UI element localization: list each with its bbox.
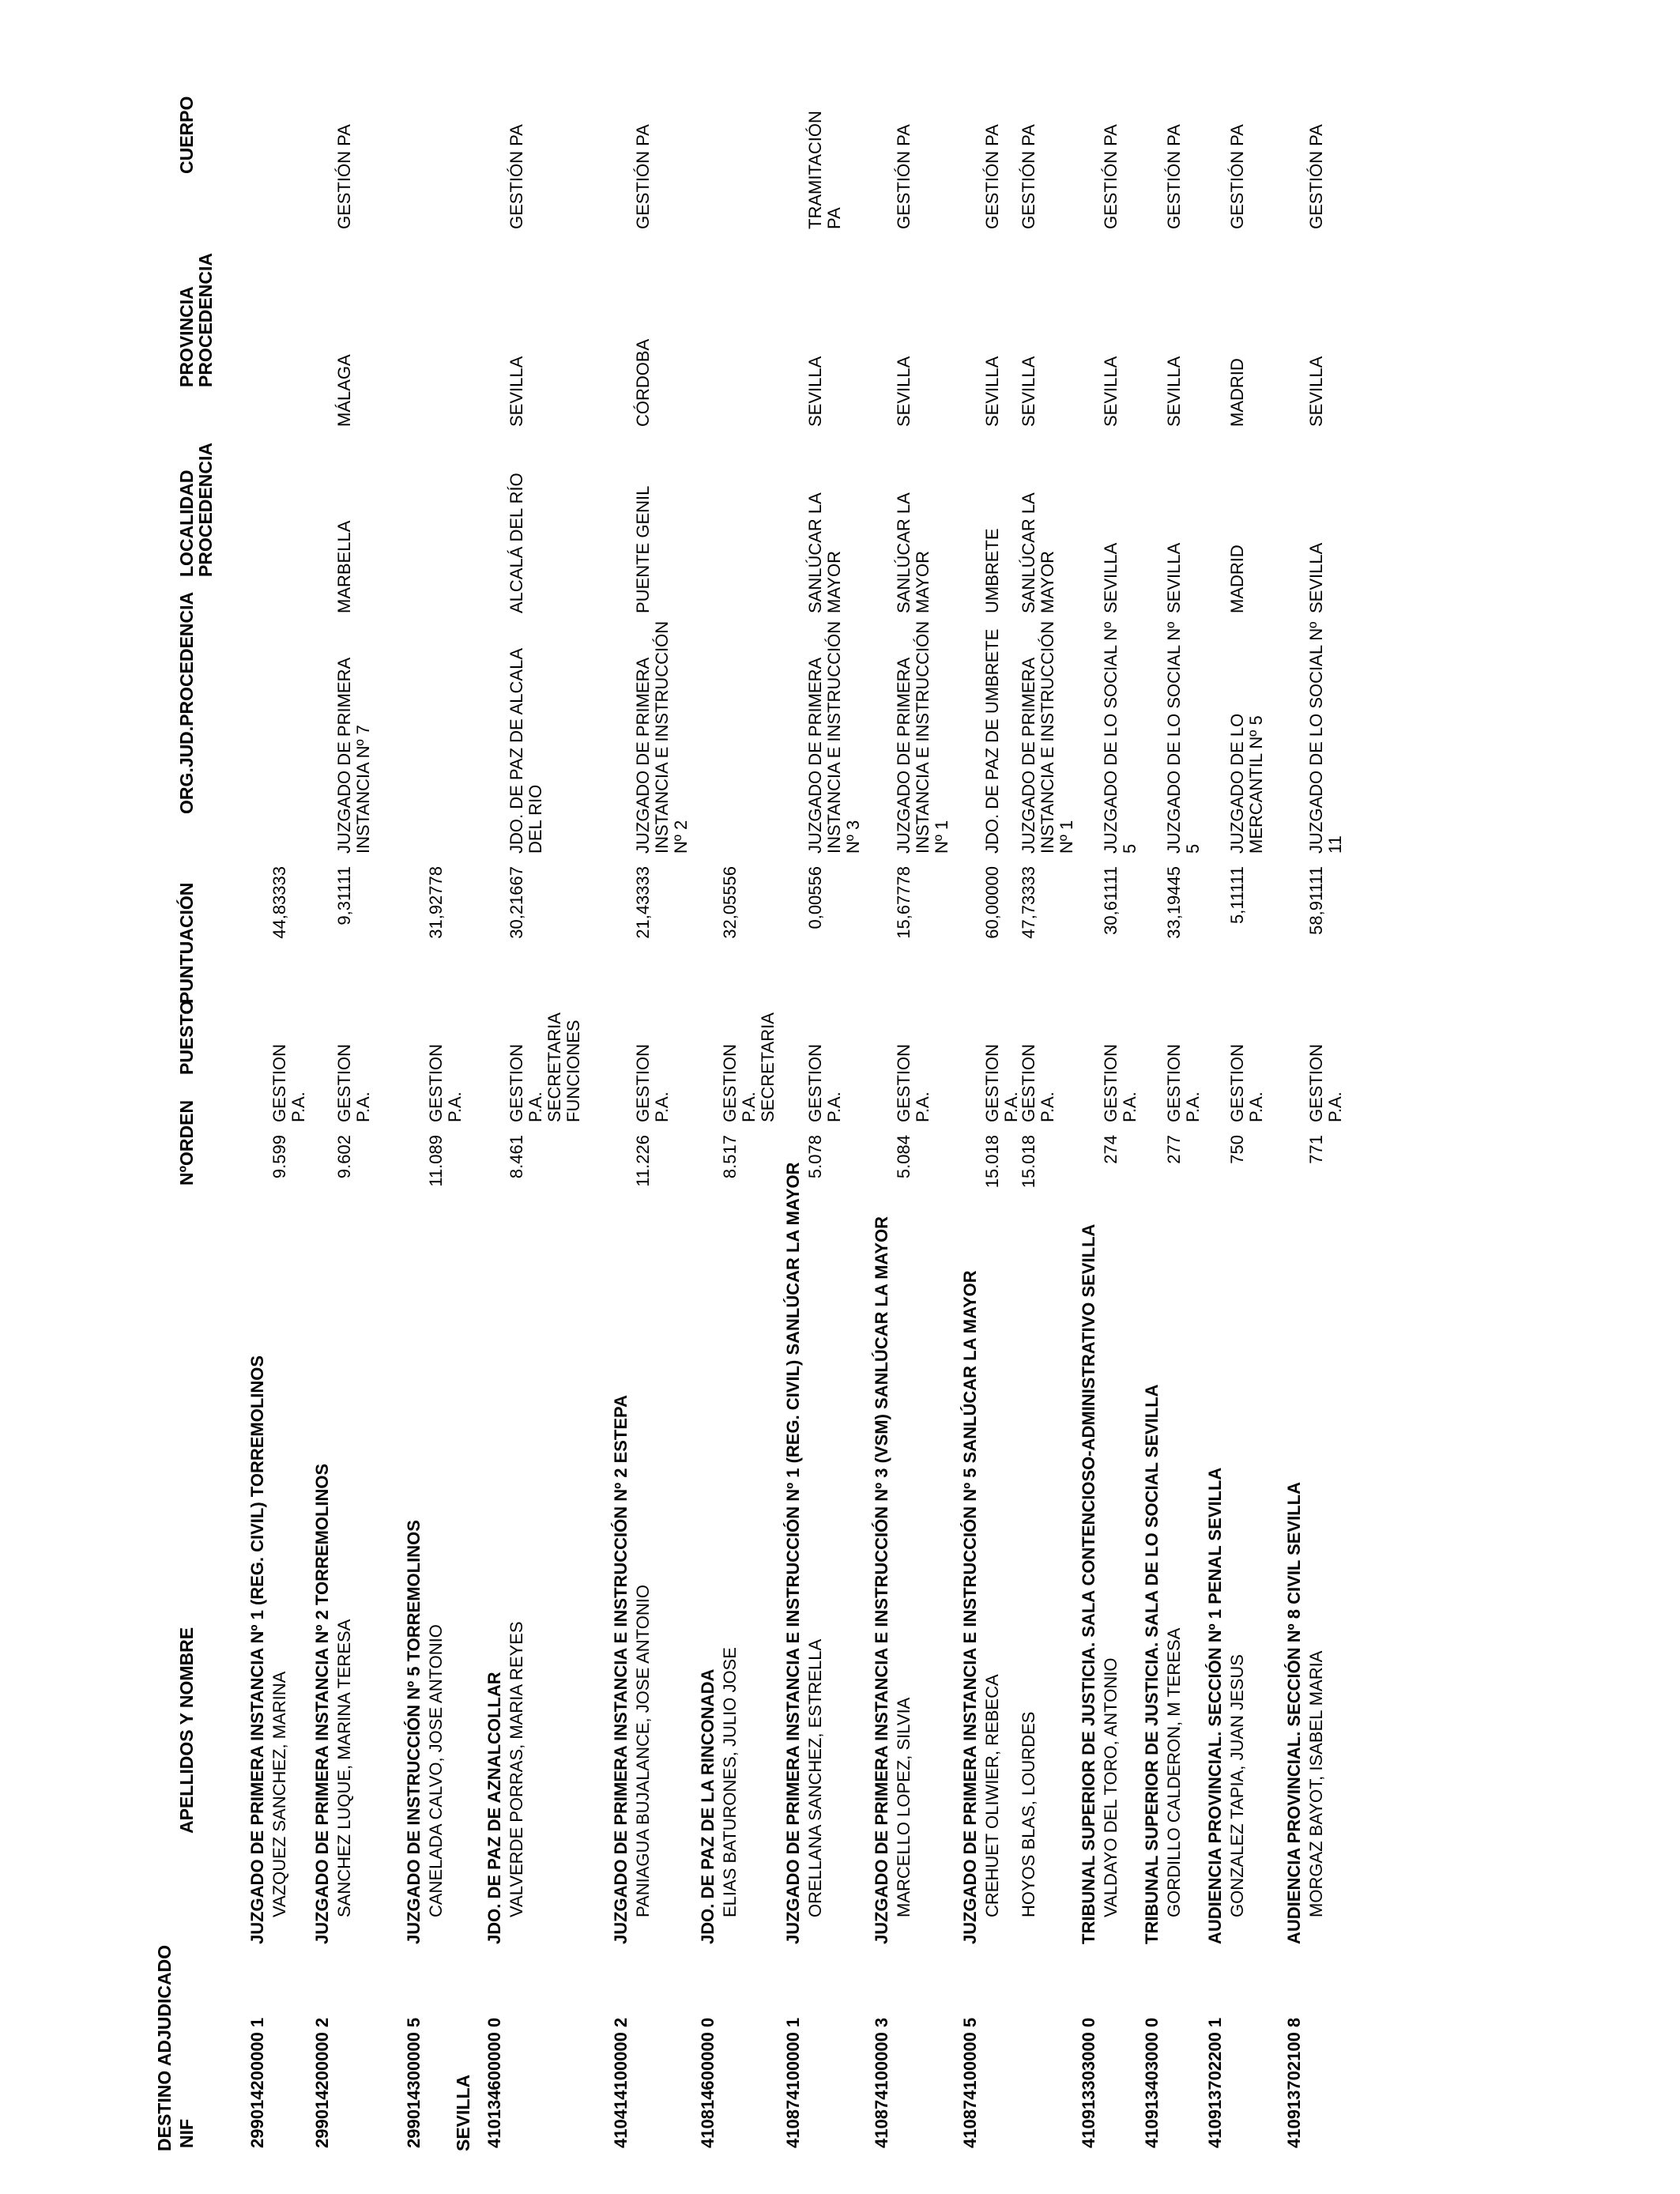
- row-orden: 8.461: [507, 1135, 526, 1179]
- row-puntuacion: 44,83333: [269, 866, 289, 939]
- row-puesto: GESTION P.A.: [1306, 1043, 1345, 1122]
- row-provincia: SEVILLA: [1101, 356, 1121, 427]
- group-title: JUZGADO DE PRIMERA INSTANCIA E INSTRUCCIÓN Nº 5 SANLÚCAR LA MAYOR: [960, 1270, 980, 1944]
- row-puesto: GESTION P.A.: [269, 1043, 308, 1122]
- group-code: 410913303000 0: [1079, 2017, 1098, 2148]
- row-name: ORELLANA SANCHEZ, ESTRELLA: [805, 1638, 825, 1917]
- row-puntuacion: 31,92778: [426, 866, 446, 939]
- row-name: ELIAS BATURONES, JULIO JOSE: [720, 1647, 740, 1917]
- group-title: AUDIENCIA PROVINCIAL. SECCIÓN Nº 1 PENAL SEVILLA: [1205, 1467, 1225, 1944]
- group-code: 410414100000 2: [611, 2017, 631, 2148]
- row-puntuacion: 30,61111: [1101, 866, 1121, 935]
- row-provincia: SEVILLA: [1019, 356, 1038, 427]
- header-apellidos: APELLIDOS Y NOMBRE: [176, 1627, 197, 1834]
- row-name: GONZALEZ TAPIA, JUAN JESUS: [1227, 1654, 1247, 1917]
- row-org: JUZGADO DE PRIMERA INSTANCIA Nº 7: [334, 658, 373, 854]
- group-code: 299014200000 1: [247, 2017, 267, 2148]
- group-code: 410874100000 1: [783, 2017, 803, 2148]
- group-code: 410913702200 1: [1205, 2017, 1225, 2148]
- group-title: JUZGADO DE PRIMERA INSTANCIA E INSTRUCCIÓN Nº 2 ESTEPA: [611, 1395, 631, 1944]
- group-title: JDO. DE PAZ DE LA RINCONADA: [698, 1668, 718, 1944]
- row-name: MARCELLO LOPEZ, SILVIA: [894, 1697, 913, 1917]
- group-title: JDO. DE PAZ DE AZNALCOLLAR: [484, 1672, 504, 1944]
- row-org: JUZGADO DE LO SOCIAL Nº 11: [1306, 621, 1345, 854]
- header-localidad: LOCALIDAD PROCEDENCIA: [176, 443, 216, 577]
- row-puesto: GESTION P.A.: [1019, 1043, 1057, 1122]
- row-provincia: SEVILLA: [1306, 356, 1326, 427]
- row-orden: 11.089: [426, 1135, 446, 1187]
- row-cuerpo: GESTIÓN PA: [982, 124, 1002, 229]
- row-localidad: SEVILLA: [1164, 542, 1184, 613]
- group-code: 299014300000 5: [404, 2017, 424, 2148]
- row-puntuacion: 30,21667: [507, 866, 526, 939]
- group-code: 410874100000 5: [960, 2017, 980, 2148]
- row-orden: 277: [1164, 1135, 1184, 1164]
- row-org: JUZGADO DE PRIMERA INSTANCIA E INSTRUCCIÓN Nº 3: [805, 620, 863, 854]
- row-puntuacion: 15,67778: [894, 866, 913, 939]
- header-puntuacion: PUNTUACIÓN: [176, 882, 197, 1004]
- row-localidad: ALCALÁ DEL RÍO: [507, 473, 526, 613]
- province-label: SEVILLA: [453, 2074, 473, 2151]
- row-puesto: GESTION P.A. SECRETARIA: [720, 1012, 778, 1122]
- row-provincia: SEVILLA: [1164, 356, 1184, 427]
- row-puesto: GESTION P.A. SECRETARIA FUNCIONES: [507, 1013, 583, 1122]
- row-localidad: SANLÚCAR LA MAYOR: [805, 493, 844, 613]
- row-org: JUZGADO DE LO SOCIAL Nº 5: [1164, 621, 1203, 854]
- group-code: 410134600000 0: [484, 2017, 504, 2148]
- row-localidad: SANLÚCAR LA MAYOR: [1019, 493, 1057, 613]
- row-puntuacion: 0,00556: [805, 866, 825, 929]
- row-provincia: SEVILLA: [894, 356, 913, 427]
- row-puesto: GESTION P.A.: [1227, 1043, 1266, 1122]
- group-code: 299014200000 2: [312, 2017, 332, 2148]
- row-localidad: MADRID: [1227, 545, 1247, 613]
- row-cuerpo: GESTIÓN PA: [1306, 124, 1326, 229]
- row-orden: 5.084: [894, 1135, 913, 1179]
- group-title: TRIBUNAL SUPERIOR DE JUSTICIA. SALA CONTENCIOSO-ADMINISTRATIVO SEVILLA: [1079, 1223, 1098, 1944]
- row-localidad: UMBRETE: [982, 528, 1002, 613]
- row-cuerpo: GESTIÓN PA: [894, 124, 913, 229]
- header-puesto: PUESTO: [176, 1000, 197, 1075]
- row-localidad: PUENTE GENIL: [633, 485, 653, 613]
- row-puesto: GESTION P.A.: [633, 1043, 672, 1122]
- row-orden: 5.078: [805, 1135, 825, 1179]
- row-name: VALVERDE PORRAS, MARIA REYES: [507, 1621, 526, 1917]
- row-puesto: GESTION P.A.: [894, 1043, 932, 1122]
- row-orden: 8.517: [720, 1135, 740, 1179]
- row-puesto: GESTION P.A.: [1164, 1043, 1203, 1122]
- header-nif: NIF: [176, 2118, 197, 2148]
- row-puntuacion: 32,05556: [720, 866, 740, 939]
- row-cuerpo: GESTIÓN PA: [633, 124, 653, 229]
- row-provincia: CÓRDOBA: [633, 338, 653, 427]
- row-org: JUZGADO DE PRIMERA INSTANCIA E INSTRUCCIÓN Nº 1: [1019, 620, 1076, 854]
- row-orden: 274: [1101, 1135, 1121, 1164]
- row-org: JUZGADO DE PRIMERA INSTANCIA E INSTRUCCIÓN Nº 2: [633, 620, 691, 854]
- row-orden: 11.226: [633, 1135, 653, 1187]
- row-puesto: GESTION P.A.: [1101, 1043, 1139, 1122]
- row-name: CANELADA CALVO, JOSE ANTONIO: [426, 1624, 446, 1917]
- row-org: JUZGADO DE LO MERCANTIL Nº 5: [1227, 713, 1266, 854]
- row-puesto: GESTION P.A.: [426, 1043, 465, 1122]
- row-orden: 750: [1227, 1135, 1247, 1164]
- row-org: JUZGADO DE PRIMERA INSTANCIA E INSTRUCCIÓN Nº 1: [894, 620, 951, 854]
- row-org: JUZGADO DE LO SOCIAL Nº 5: [1101, 621, 1139, 854]
- row-puntuacion: 21,43333: [633, 866, 653, 939]
- row-orden: 771: [1306, 1135, 1326, 1164]
- row-name: HOYOS BLAS, LOURDES: [1019, 1711, 1038, 1917]
- row-name: VAZQUEZ SANCHEZ, MARINA: [269, 1671, 289, 1917]
- row-localidad: SEVILLA: [1101, 542, 1121, 613]
- group-title: JUZGADO DE PRIMERA INSTANCIA E INSTRUCCIÓN Nº 3 (VSM) SANLÚCAR LA MAYOR: [872, 1216, 891, 1944]
- row-cuerpo: GESTIÓN PA: [1101, 124, 1121, 229]
- header-org: ORG.JUD.PROCEDENCIA: [176, 591, 197, 814]
- row-cuerpo: GESTIÓN PA: [334, 124, 354, 229]
- row-localidad: MARBELLA: [334, 520, 354, 613]
- row-provincia: MÁLAGA: [334, 354, 354, 427]
- row-puesto: GESTION P.A.: [805, 1043, 844, 1122]
- row-name: GORDILLO CALDERON, M TERESA: [1164, 1627, 1184, 1917]
- group-code: 410814600000 0: [698, 2017, 718, 2148]
- row-orden: 9.599: [269, 1135, 289, 1179]
- group-title: AUDIENCIA PROVINCIAL. SECCIÓN Nº 8 CIVIL SEVILLA: [1284, 1482, 1304, 1944]
- header-cuerpo: CUERPO: [176, 96, 197, 174]
- row-localidad: SANLÚCAR LA MAYOR: [894, 493, 932, 613]
- group-code: 410874100000 3: [872, 2017, 891, 2148]
- row-puntuacion: 60,00000: [982, 866, 1002, 939]
- row-cuerpo: GESTIÓN PA: [1164, 124, 1184, 229]
- row-puntuacion: 5,11111: [1227, 866, 1247, 924]
- group-code: 410913403000 0: [1142, 2017, 1162, 2148]
- row-puesto: GESTION P.A.: [982, 1043, 1021, 1122]
- row-cuerpo: GESTIÓN PA: [1227, 124, 1247, 229]
- row-puesto: GESTION P.A.: [334, 1043, 373, 1122]
- header-provincia: PROVINCIA PROCEDENCIA: [176, 253, 216, 387]
- row-provincia: SEVILLA: [982, 356, 1002, 427]
- row-orden: 9.602: [334, 1135, 354, 1179]
- group-title: JUZGADO DE INSTRUCCIÓN Nº 5 TORREMOLINOS: [404, 1520, 424, 1944]
- row-provincia: MADRID: [1227, 358, 1247, 427]
- row-orden: 15.018: [982, 1135, 1002, 1189]
- row-puntuacion: 47,73333: [1019, 866, 1038, 939]
- group-title: JUZGADO DE PRIMERA INSTANCIA Nº 1 (REG. CIVIL) TORREMOLINOS: [247, 1355, 267, 1944]
- row-org: JDO. DE PAZ DE ALCALA DEL RIO: [507, 649, 545, 854]
- row-name: CREHUET OLIWIER, REBECA: [982, 1674, 1002, 1917]
- row-name: MORGAZ BAYOT, ISABEL MARIA: [1306, 1650, 1326, 1917]
- row-orden: 15.018: [1019, 1135, 1038, 1189]
- row-provincia: SEVILLA: [507, 356, 526, 427]
- title: DESTINO ADJUDICADO: [154, 1944, 175, 2151]
- row-provincia: SEVILLA: [805, 356, 825, 427]
- row-puntuacion: 9,31111: [334, 866, 354, 925]
- group-title: JUZGADO DE PRIMERA INSTANCIA Nº 2 TORREMOLINOS: [312, 1463, 332, 1944]
- group-title: JUZGADO DE PRIMERA INSTANCIA E INSTRUCCIÓN Nº 1 (REG. CIVIL) SANLÚCAR LA MAYOR: [783, 1162, 803, 1944]
- row-name: VALDAYO DEL TORO, ANTONIO: [1101, 1657, 1121, 1917]
- group-title: TRIBUNAL SUPERIOR DE JUSTICIA. SALA DE LO SOCIAL SEVILLA: [1142, 1384, 1162, 1944]
- group-code: 410913702100 8: [1284, 2017, 1304, 2148]
- header-norden: NºORDEN: [176, 1099, 197, 1186]
- row-puntuacion: 58,91111: [1306, 866, 1326, 935]
- row-puntuacion: 33,19445: [1164, 866, 1184, 939]
- row-cuerpo: GESTIÓN PA: [507, 124, 526, 229]
- row-cuerpo: TRAMITACIÓN PA: [805, 111, 844, 229]
- row-localidad: SEVILLA: [1306, 542, 1326, 613]
- row-name: PANIAGUA BUJALANCE, JOSE ANTONIO: [633, 1585, 653, 1917]
- row-org: JDO. DE PAZ DE UMBRETE: [982, 628, 1002, 854]
- row-cuerpo: GESTIÓN PA: [1019, 124, 1038, 229]
- row-name: SANCHEZ LUQUE, MARINA TERESA: [334, 1619, 354, 1917]
